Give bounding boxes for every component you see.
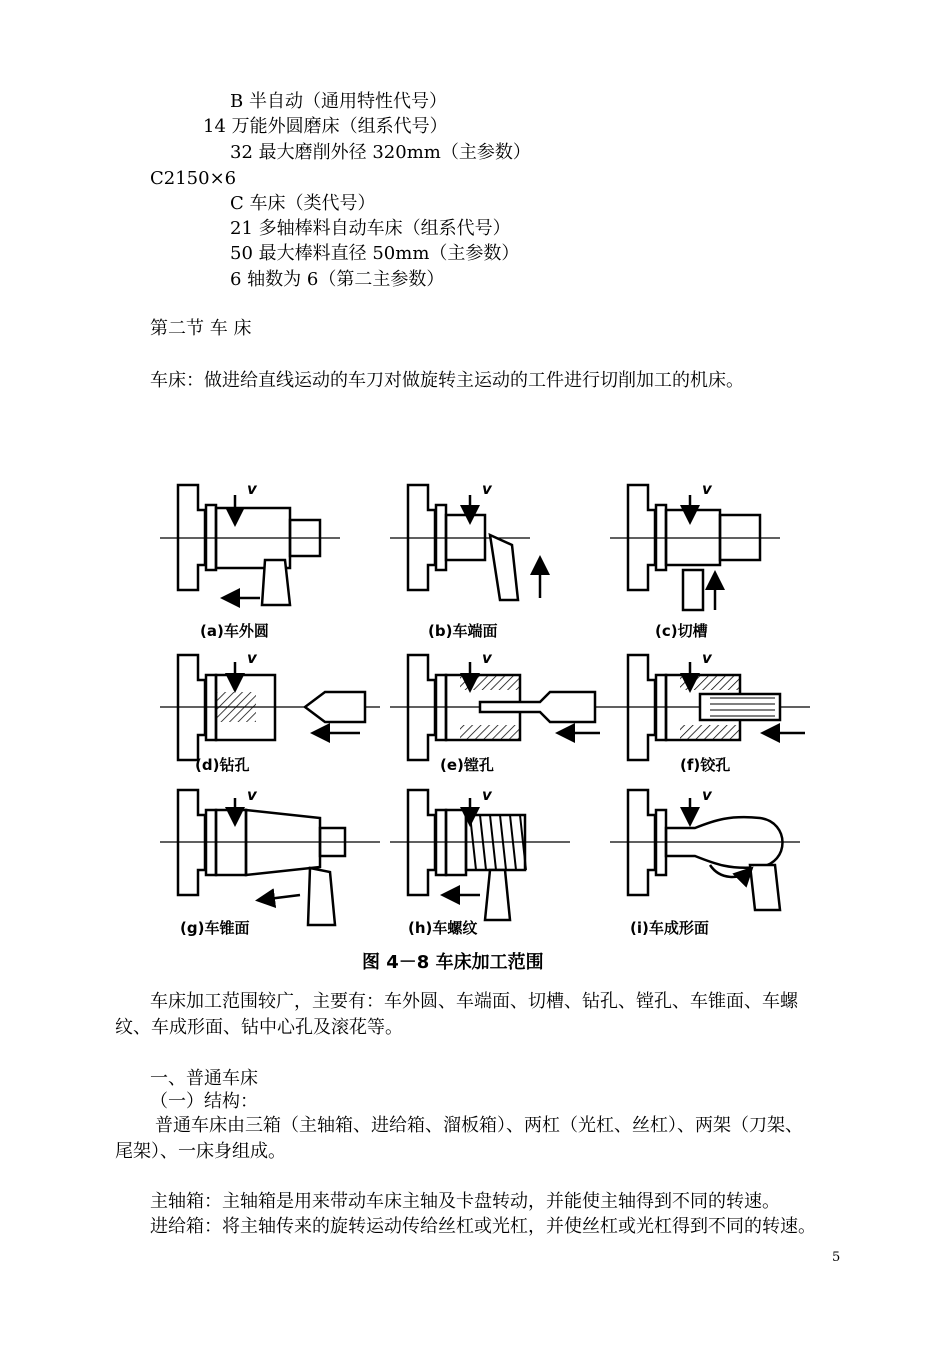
lathe-definition: 车床：做进给直线运动的车刀对做旋转主运动的工件进行切削加工的机床。	[150, 370, 744, 391]
speed-label-b: v	[482, 480, 492, 498]
model-c2150-line: C2150×6	[150, 168, 237, 189]
code-21-line: 21 多轴棒料自动车床（组系代号）	[230, 218, 511, 239]
diagram-f-reaming	[610, 655, 810, 760]
figure-title: 图 4－8 车床加工范围	[362, 952, 544, 973]
structure-paragraph-line2: 尾架）、一床身组成。	[115, 1141, 286, 1162]
caption-h: (h)车螺纹	[408, 919, 478, 937]
speed-label-f: v	[702, 649, 712, 667]
diagram-e-boring	[390, 655, 610, 760]
code-32-line: 32 最大磨削外径 320mm（主参数）	[230, 142, 531, 163]
caption-a: (a)车外圆	[200, 622, 269, 640]
caption-b: (b)车端面	[428, 622, 498, 640]
speed-label-e: v	[482, 649, 492, 667]
spindle-box-paragraph: 主轴箱：主轴箱是用来带动车床主轴及卡盘转动，并能使主轴得到不同的转速。	[150, 1191, 780, 1212]
caption-f: (f)铰孔	[680, 756, 731, 774]
caption-g: (g)车锥面	[180, 919, 250, 937]
structure-paragraph-line1: 普通车床由三箱（主轴箱、进给箱、溜板箱）、两杠（光杠、丝杠）、两架（刀架、	[155, 1115, 803, 1136]
range-paragraph-line1: 车床加工范围较广，主要有：车外圆、车端面、切槽、钻孔、镗孔、车锥面、车螺	[150, 991, 798, 1012]
speed-label-a: v	[247, 480, 257, 498]
diagram-i-form-turning	[610, 790, 800, 910]
diagram-h-threading	[390, 790, 570, 920]
speed-label-c: v	[702, 480, 712, 498]
lathe-operations-figure	[150, 470, 810, 980]
caption-e: (e)镗孔	[440, 756, 494, 774]
diagram-c-grooving	[610, 485, 780, 610]
code-50-line: 50 最大棒料直径 50mm（主参数）	[230, 243, 520, 264]
feed-box-paragraph: 进给箱：将主轴传来的旋转运动传给丝杠或光杠，并使丝杠或光杠得到不同的转速。	[150, 1216, 816, 1237]
diagram-d-drilling	[160, 655, 380, 760]
section-title: 第二节 车 床	[150, 318, 252, 339]
speed-label-d: v	[247, 649, 257, 667]
diagram-b-facing	[390, 485, 540, 600]
page-number: 5	[832, 1250, 841, 1265]
caption-i: (i)车成形面	[630, 919, 709, 937]
range-paragraph-line2: 纹、车成形面、钻中心孔及滚花等。	[115, 1017, 403, 1038]
code-b-line: B 半自动（通用特性代号）	[230, 91, 447, 112]
subheading-structure: （一）结构：	[150, 1091, 258, 1112]
subheading-ordinary-lathe: 一、普通车床	[150, 1068, 258, 1089]
caption-c: (c)切槽	[655, 622, 708, 640]
diagram-g-taper-turning	[160, 790, 380, 925]
code-14-line: 14 万能外圆磨床（组系代号）	[203, 116, 448, 137]
code-6-line: 6 轴数为 6（第二主参数）	[230, 269, 445, 290]
code-c-line: C 车床（类代号）	[230, 193, 376, 214]
speed-label-i: v	[702, 786, 712, 804]
caption-d: (d)钻孔	[195, 756, 250, 774]
speed-label-g: v	[247, 786, 257, 804]
speed-label-h: v	[482, 786, 492, 804]
diagram-a-outer-turning	[160, 485, 340, 605]
